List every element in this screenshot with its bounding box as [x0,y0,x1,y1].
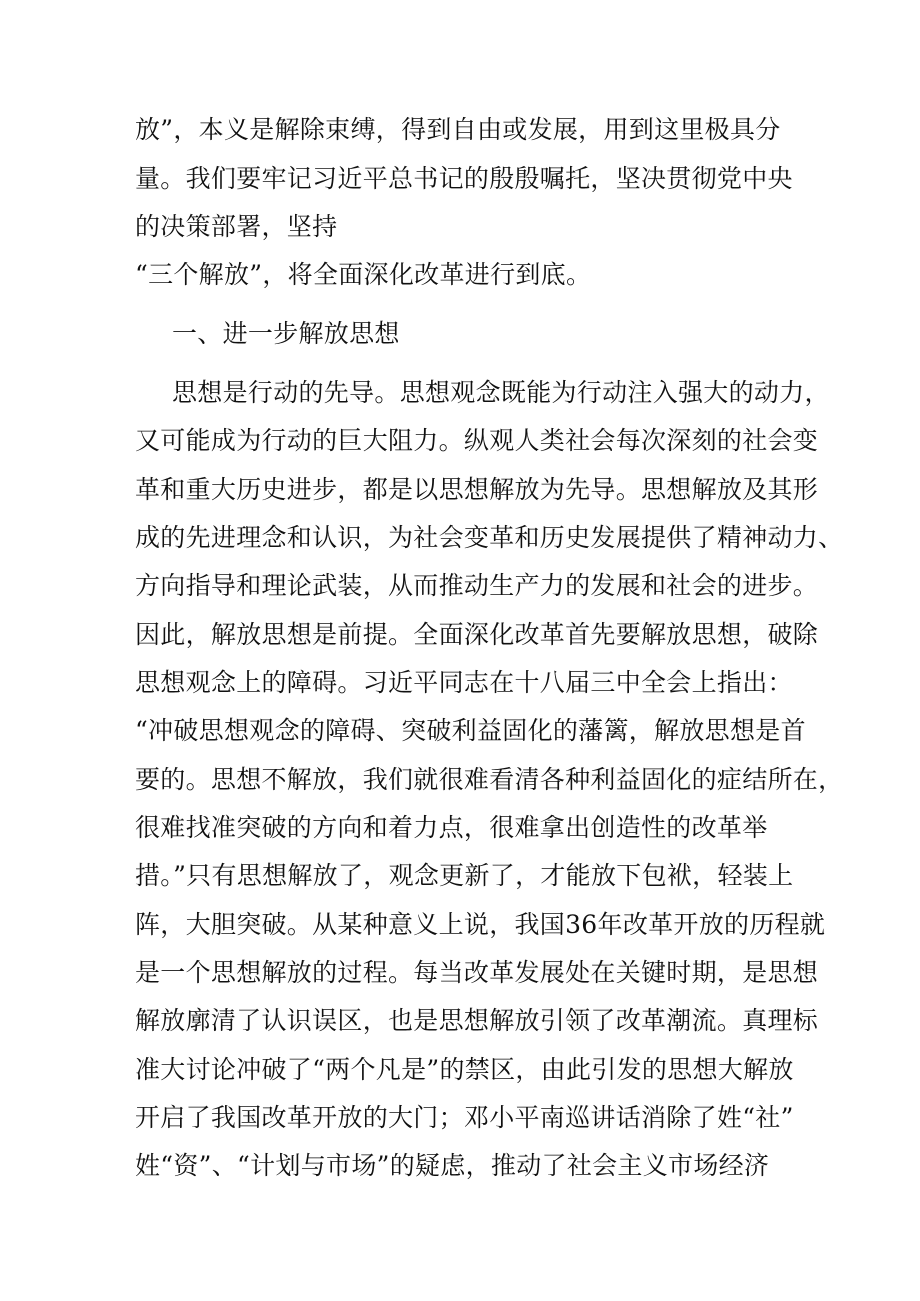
body-line-6: 因此，解放思想是前提。全面深化改革首先要解放思想，破除 [135,620,819,649]
body-line-13: 是一个思想解放的过程。每当改革发展处在关键时期，是思想 [135,958,819,987]
intro-line-3: 的决策部署，坚持 [135,212,338,241]
body-line-11: 措。”只有思想解放了，观念更新了，才能放下包袱，轻装上 [135,861,794,890]
body-line-15: 准大讨论冲破了“两个凡是”的禁区，由此引发的思想大解放 [135,1055,794,1084]
body-line-2: 又可能成为行动的巨大阻力。纵观人类社会每次深刻的社会变 [135,426,819,455]
body-line-10: 很难找准突破的方向和着力点，很难拿出创造性的改革举 [135,813,768,842]
body-line-8: “冲破思想观念的障碍、突破利益固化的藩篱，解放思想是首 [135,716,806,745]
body-line-4: 成的先进理念和认识，为社会变革和历史发展提供了精神动力、 [135,523,844,552]
body-line-7: 思想观念上的障碍。习近平同志在十八届三中全会上指出： [135,668,793,697]
intro-line-4: “三个解放”，将全面深化改革进行到底。 [135,260,592,289]
intro-line-1: 放”，本义是解除束缚，得到自由或发展，用到这里极具分 [135,115,781,144]
body-line-1: 思想是行动的先导。思想观念既能为行动注入强大的动力， [172,378,830,407]
body-line-3: 革和重大历史进步，都是以思想解放为先导。思想解放及其形 [135,475,819,504]
body-line-5: 方向指导和理论武装，从而推动生产力的发展和社会的进步。 [135,571,819,600]
intro-line-2: 量。我们要牢记习近平总书记的殷殷嘱托，坚决贯彻党中央 [135,164,793,193]
body-line-16: 开启了我国改革开放的大门；邓小平南巡讲话消除了姓“社” [135,1103,794,1132]
body-line-12: 阵，大胆突破。从某种意义上说，我国36年改革开放的历程就 [135,910,826,939]
body-line-9: 要的。思想不解放，我们就很难看清各种利益固化的症结所在， [135,765,844,794]
body-line-17: 姓“资”、“计划与市场”的疑虑，推动了社会主义市场经济 [135,1151,770,1180]
body-line-14: 解放廓清了认识误区，也是思想解放引领了改革潮流。真理标 [135,1006,819,1035]
section-heading: 一、进一步解放思想 [172,319,400,348]
